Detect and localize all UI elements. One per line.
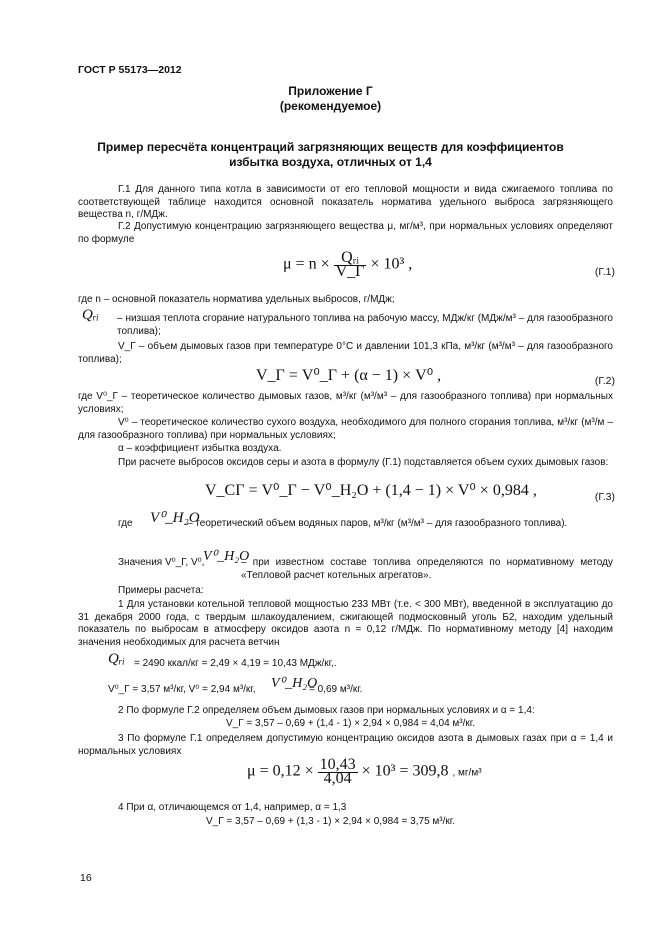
formula-g3: V_СГ = V⁰_Г − V⁰_H₂O + (1,4 − 1) × V⁰ × 0,984 ,: [205, 482, 537, 499]
example-4: 4 При α, отличающемся от 1,4, например, α = 1,3: [118, 802, 347, 813]
h2o-description: – теоретический объем водяных паров, м³/кг (м³/м³ – для газообразного топлива).: [187, 518, 568, 529]
formula-g1: [283, 249, 413, 280]
paragraph-g2: Г.2 Допустимую концентрацию загрязняющего вещества μ, мг/м³, при нормальных условиях определяют по формуле: [78, 221, 613, 245]
v-values-start: V⁰_Г = 3,57 м³/кг, V⁰ = 2,94 м³/кг,: [108, 684, 256, 695]
example-3: 3 По формуле Г.1 определяем допустимую концентрацию оксидов азота в дымовых газах при α = 1,4 и нормальных условиях: [78, 733, 613, 757]
equation-number-g3: (Г.3): [594, 491, 615, 503]
values-note-end: – при известном составе топлива определяются по нормативному методу «Тепловой расчет котельных агрегатов».: [241, 557, 613, 581]
formula-g1-numerator: Qᵣᵢ: [334, 252, 367, 266]
formula-g1-denominator: V_Г: [335, 262, 365, 280]
qr-value: = 2490 ккал/кг = 2,49 × 4,19 = 10,43 МДж/кг,.: [134, 658, 337, 669]
v-values-end: = 0,69 м³/кг.: [309, 684, 363, 695]
formula-result: [247, 756, 482, 787]
section-title-line2: избытка воздуха, отличных от 1,4: [229, 155, 432, 169]
formula-g2: V_Г = V⁰_Г + (α − 1) × V⁰ ,: [256, 367, 442, 384]
alpha-description: α – коэффициент избытка воздуха.: [118, 443, 282, 454]
calc-note: При расчете выбросов оксидов серы и азота в формулу (Г.1) подставляется объем сухих дымовых газов:: [118, 457, 609, 468]
vg-description: V_Г – объем дымовых газов при температуре 0°С и давлении 101,3 кПа, м³/кг (м³/м³ – для газообразного топлива);: [78, 341, 613, 365]
paragraph-g1: Г.1 Для данного типа котла в зависимости от его тепловой мощности и вида сжигаемого топлива по соответствующей таблице находится основной показатель норматива удельного выброса загрязняющего вещества n, г/МДж.: [78, 184, 613, 220]
formula-g1-rhs: × 10³ ,: [370, 255, 413, 273]
values-note-start: Значения V⁰_Г, V⁰,: [118, 557, 205, 568]
formula-result-denominator: 4,04: [323, 769, 352, 787]
h2o-symbol-inline: V⁰_H₂O: [203, 549, 250, 564]
qr-symbol: Qᵣᵢ: [82, 307, 99, 323]
section-title-line1: Пример пересчёта концентраций загрязняющих веществ для коэффициентов: [97, 140, 564, 154]
example-2: 2 По формуле Г.2 определяем объем дымовых газов при нормальных условиях и α = 1,4:: [118, 705, 535, 716]
where-n: где n – основной показатель норматива удельных выбросов, г/МДж;: [78, 294, 395, 305]
example-1: 1 Для установки котельной тепловой мощностью 233 МВт (т.е. < 300 МВт), введенной в эксплуатацию до 31 декабря 2000 года, с твердым шлакоудалением, сжигающей подмосковный уголь Б2, находим удельный показатель по выбросам в атмосферу оксидов азота n = 0,12 г/МДж. По нормативному методу [4] находим значения необходимых для расчета ветчин: [78, 599, 613, 648]
examples-heading: Примеры расчета:: [118, 585, 204, 596]
qr-symbol-example: Qᵣᵢ: [108, 651, 125, 667]
h2o-symbol-example: V⁰_H₂O: [271, 676, 318, 691]
where-vg0: где V⁰_Г – теоретическое количество дымовых газов, м³/кг (м³/м³ – для газообразного топлива) при нормальных условиях;: [78, 391, 613, 415]
equation-number-g1: (Г.1): [594, 266, 615, 278]
qr-description: – низшая теплота сгорание натурального топлива на рабочую массу, МДж/кг (МДж/м³ – для газообразного топлива);: [117, 313, 613, 337]
appendix-subtitle: (рекомендуемое): [279, 99, 382, 113]
formula-result-lhs: μ = 0,12 ×: [247, 762, 314, 780]
h2o-symbol: V⁰_H₂O: [150, 510, 200, 526]
formula-g1-lhs: μ = n ×: [283, 255, 330, 273]
formula-g1-fraction: [334, 249, 367, 280]
standard-header: ГОСТ Р 55173—2012: [78, 64, 182, 76]
page-number: 16: [80, 872, 92, 884]
formula-result-rhs: × 10³ = 309,8: [361, 762, 449, 780]
formula-result-fraction: [318, 756, 358, 787]
formula-result-unit: , мг/м³: [452, 767, 482, 779]
formula-result-numerator: 10,43: [319, 756, 356, 773]
equation-number-g2: (Г.2): [594, 375, 615, 387]
example-2-calc: V_Г = 3,57 – 0,69 + (1,4 - 1) × 2,94 × 0,984 = 4,04 м³/кг.: [226, 718, 475, 729]
example-4-calc: V_Г = 3,57 – 0,69 + (1,3 - 1) × 2,94 × 0,984 = 3,75 м³/кг.: [206, 816, 455, 827]
appendix-title: Приложение Г: [288, 84, 373, 98]
v0-description: V⁰ – теоретическое количество сухого воздуха, необходимого для полного сгорания топлива, м³/кг (м³/м – для газообразного топлива) при нормальных условиях;: [78, 417, 613, 441]
where-label: где: [118, 518, 133, 529]
